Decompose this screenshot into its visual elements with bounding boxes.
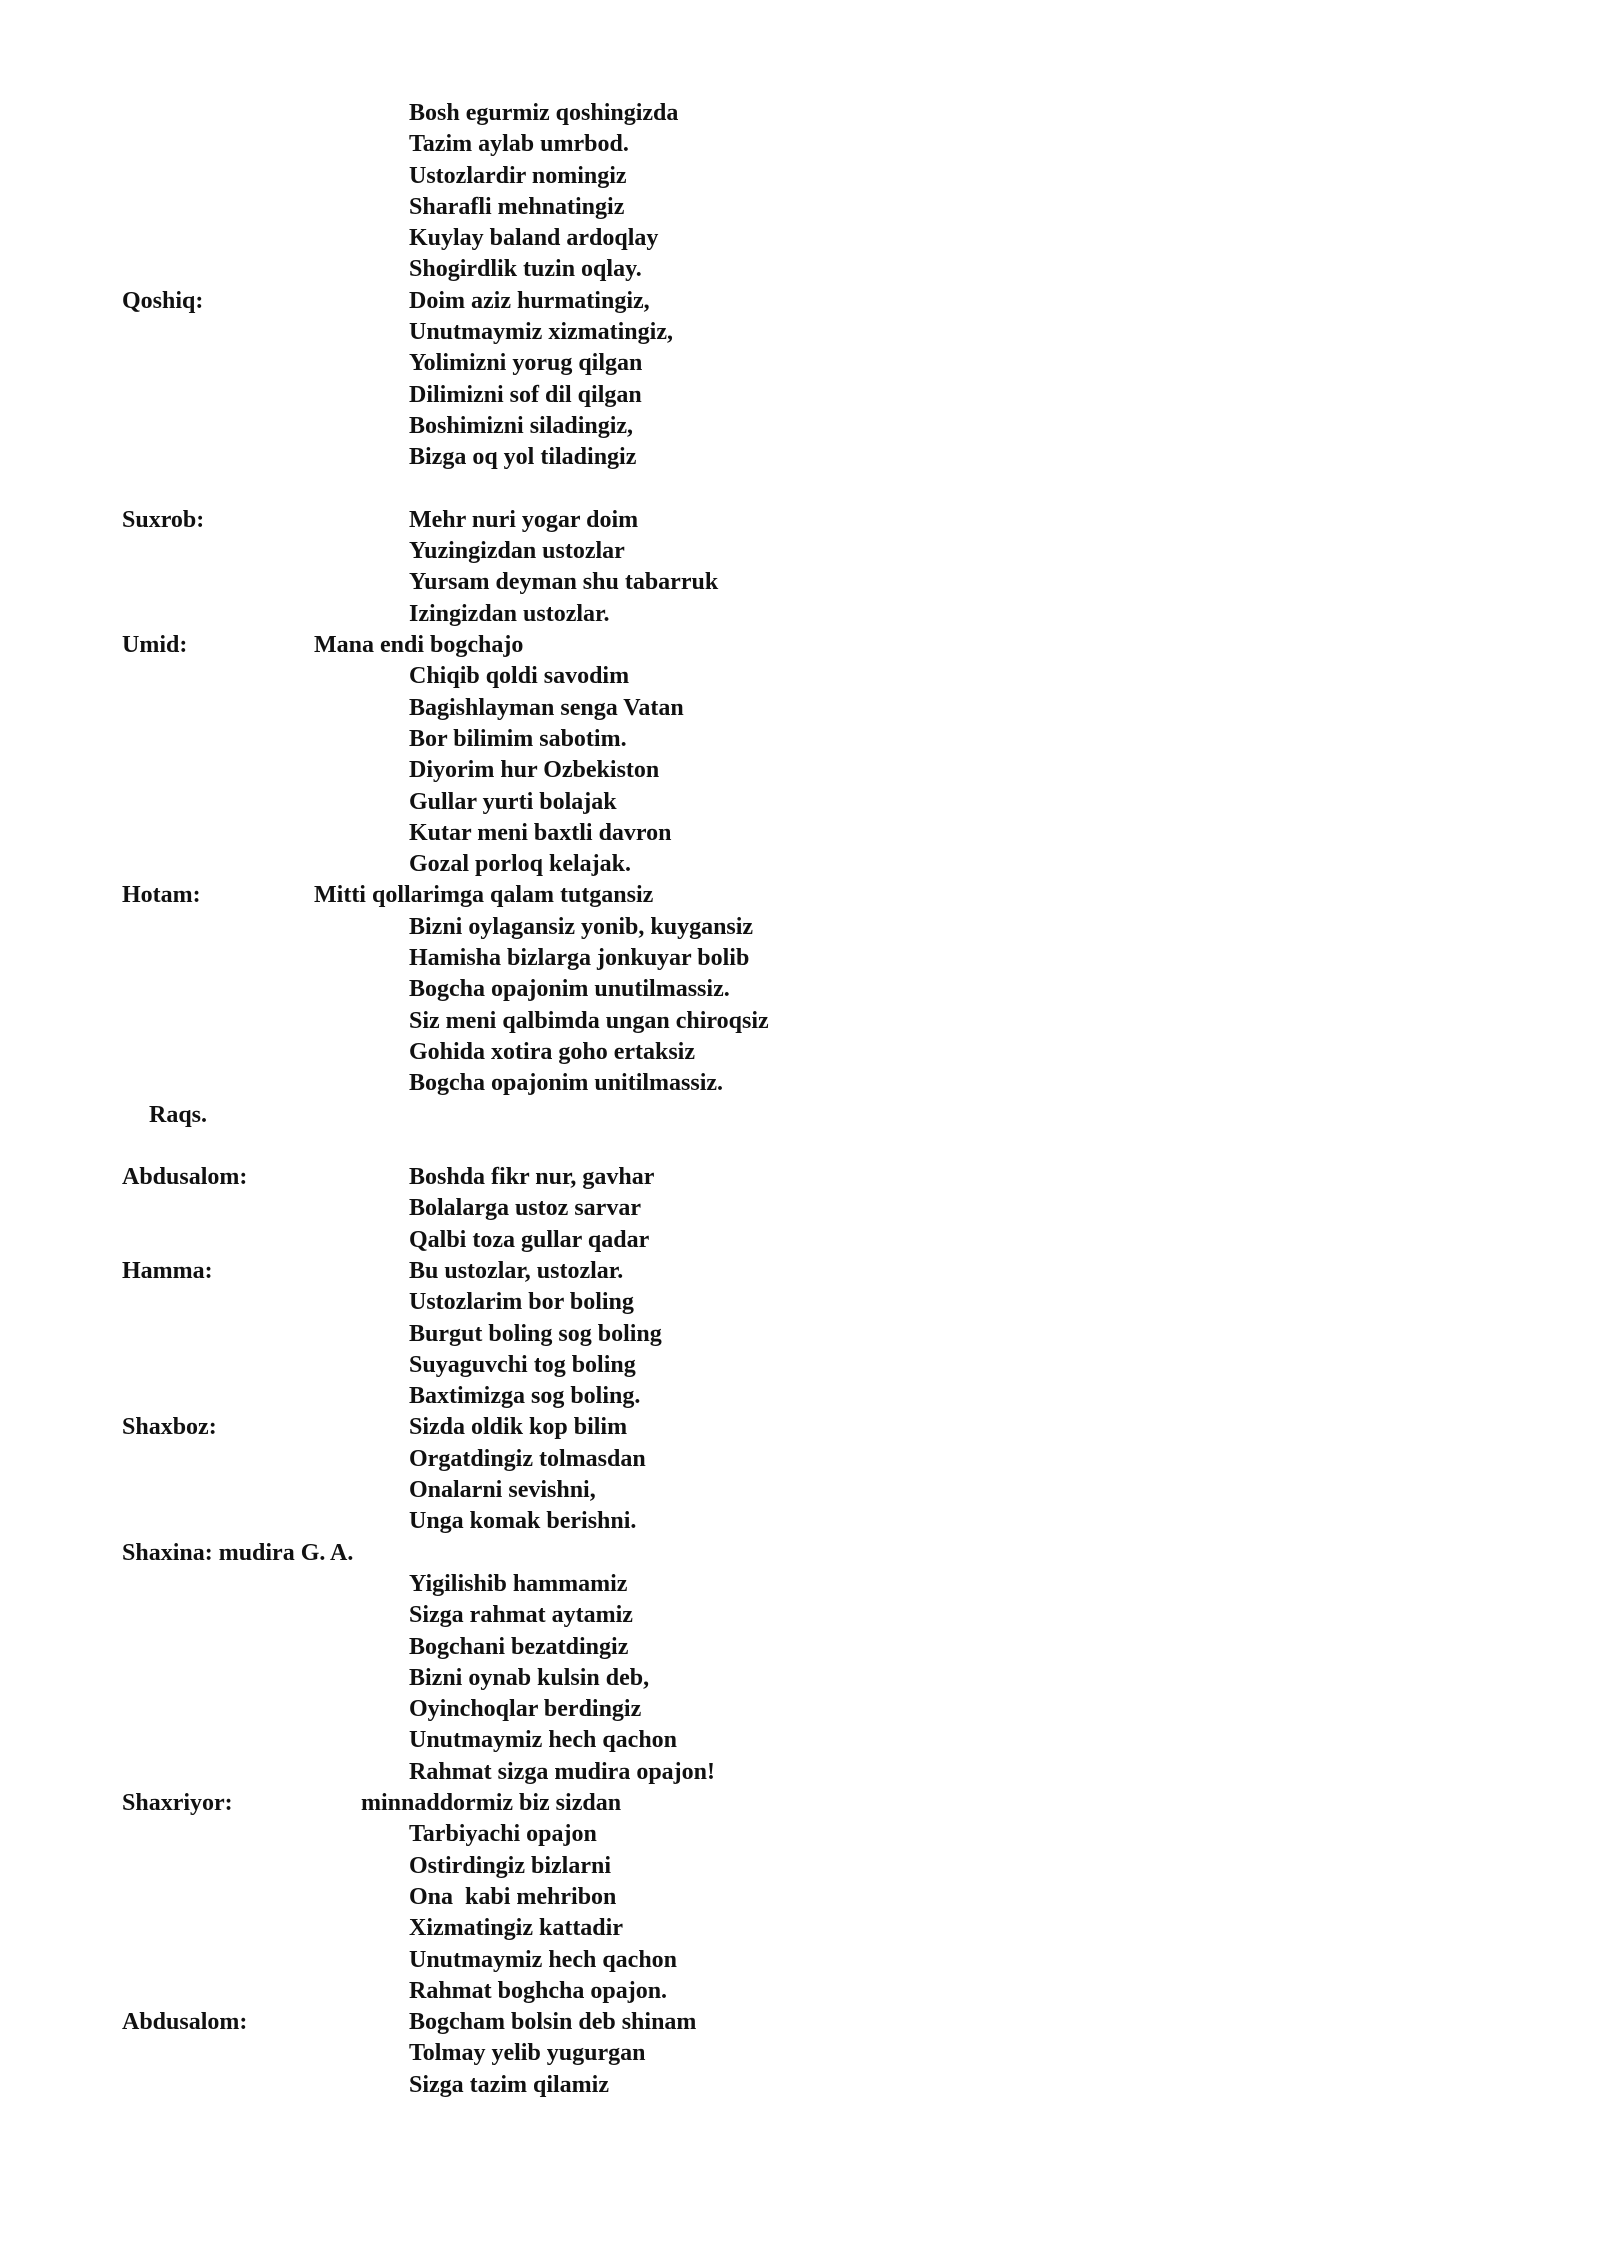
script-line xyxy=(0,348,1600,379)
verse-text: Xizmatingiz kattadir xyxy=(409,1915,623,1942)
verse-text: Gohida xotira goho ertaksiz xyxy=(409,1038,695,1065)
verse-text: Gullar yurti bolajak xyxy=(409,788,617,815)
script-line xyxy=(0,755,1600,786)
speaker-name: Abdusalom: xyxy=(122,2009,248,2036)
verse-text: Sharafli mehnatingiz xyxy=(409,193,625,220)
script-line xyxy=(0,1788,1600,1819)
verse-text: Bogcha opajonim unutilmassiz. xyxy=(409,976,730,1003)
speaker-name: Hamma: xyxy=(122,1257,213,1284)
verse-text: Baxtimizga sog boling. xyxy=(409,1383,641,1410)
script-line xyxy=(0,1725,1600,1756)
script-line xyxy=(0,317,1600,348)
script-line xyxy=(0,1193,1600,1224)
speaker-name: Umid: xyxy=(122,632,188,659)
script-line xyxy=(0,1851,1600,1882)
script-line xyxy=(0,1225,1600,1256)
script-line xyxy=(0,286,1600,317)
script-line xyxy=(0,1819,1600,1850)
script-line xyxy=(0,661,1600,692)
script-line xyxy=(0,1694,1600,1725)
verse-text: Orgatdingiz tolmasdan xyxy=(409,1445,646,1472)
verse-text: Chiqib qoldi savodim xyxy=(409,663,630,690)
verse-text: Bolalarga ustoz sarvar xyxy=(409,1195,641,1222)
script-line xyxy=(0,161,1600,192)
script-line xyxy=(0,2038,1600,2069)
script-line xyxy=(0,98,1600,129)
script-line xyxy=(0,1444,1600,1475)
script-line xyxy=(0,599,1600,630)
verse-text: Boshda fikr nur, gavhar xyxy=(409,1164,655,1191)
verse-text: Ona kabi mehribon xyxy=(409,1883,617,1910)
verse-text: minnaddormiz biz sizdan xyxy=(361,1790,622,1817)
verse-text: Unga komak berishni. xyxy=(409,1508,637,1535)
script-line xyxy=(0,818,1600,849)
verse-text: Unutmaymiz xizmatingiz, xyxy=(409,319,673,346)
script-line xyxy=(0,630,1600,661)
script-line xyxy=(0,129,1600,160)
speaker-name: Raqs. xyxy=(149,1101,208,1128)
verse-text: Shogirdlik tuzin oqlay. xyxy=(409,256,642,283)
script-line xyxy=(0,254,1600,285)
script-line xyxy=(0,1131,1600,1162)
script-line xyxy=(0,1475,1600,1506)
script-line xyxy=(0,2007,1600,2038)
verse-text: Ustozlarim bor boling xyxy=(409,1289,634,1316)
verse-text: Bizni oylagansiz yonib, kuygansiz xyxy=(409,913,754,940)
speaker-name: Shaxina: mudira G. A. xyxy=(122,1539,354,1566)
script-line xyxy=(0,1162,1600,1193)
verse-text: Boshimizni siladingiz, xyxy=(409,412,634,439)
script-line xyxy=(0,1006,1600,1037)
verse-text: Sizga rahmat aytamiz xyxy=(409,1602,633,1629)
script-line xyxy=(0,1600,1600,1631)
script-line xyxy=(0,442,1600,473)
verse-text: Izingizdan ustozlar. xyxy=(409,600,610,627)
speaker-name: Suxrob: xyxy=(122,506,205,533)
verse-text: Mana endi bogchajo xyxy=(314,632,524,659)
script-line xyxy=(0,1976,1600,2007)
script-line xyxy=(0,1569,1600,1600)
verse-text: Diyorim hur Ozbekiston xyxy=(409,757,660,784)
speaker-name: Shaxboz: xyxy=(122,1414,217,1441)
script-line xyxy=(0,1287,1600,1318)
script-line xyxy=(0,1412,1600,1443)
script-line xyxy=(0,787,1600,818)
verse-text: Ustozlardir nomingiz xyxy=(409,162,627,189)
verse-text: Yursam deyman shu tabarruk xyxy=(409,569,719,596)
script-line xyxy=(0,1037,1600,1068)
script-line xyxy=(0,1913,1600,1944)
script-line xyxy=(0,223,1600,254)
speaker-name: Shaxriyor: xyxy=(122,1790,233,1817)
script-line xyxy=(0,1632,1600,1663)
script-line xyxy=(0,1319,1600,1350)
verse-text: Burgut boling sog boling xyxy=(409,1320,662,1347)
script-line xyxy=(0,912,1600,943)
verse-text: Kuylay baland ardoqlay xyxy=(409,225,659,252)
script-line xyxy=(0,505,1600,536)
speaker-name: Abdusalom: xyxy=(122,1164,248,1191)
script-line xyxy=(0,849,1600,880)
verse-text: Rahmat boghcha opajon. xyxy=(409,1977,668,2004)
verse-text: Bor bilimim sabotim. xyxy=(409,725,627,752)
script-line xyxy=(0,724,1600,755)
script-line xyxy=(0,1538,1600,1569)
script-line xyxy=(0,536,1600,567)
verse-text: Suyaguvchi tog boling xyxy=(409,1351,636,1378)
script-line xyxy=(0,1350,1600,1381)
script-line xyxy=(0,380,1600,411)
script-line xyxy=(0,974,1600,1005)
speaker-name: Qoshiq: xyxy=(122,287,204,314)
speaker-name: Hotam: xyxy=(122,882,201,909)
verse-text: Bagishlayman senga Vatan xyxy=(409,694,684,721)
verse-text: Siz meni qalbimda ungan chiroqsiz xyxy=(409,1007,769,1034)
verse-text: Yuzingizdan ustozlar xyxy=(409,538,625,565)
script-line xyxy=(0,1068,1600,1099)
verse-text: Rahmat sizga mudira opajon! xyxy=(409,1758,716,1785)
verse-text: Mehr nuri yogar doim xyxy=(409,506,639,533)
script-line xyxy=(0,693,1600,724)
verse-text: Bizni oynab kulsin deb, xyxy=(409,1664,650,1691)
script-line xyxy=(0,1506,1600,1537)
verse-text: Qalbi toza gullar qadar xyxy=(409,1226,650,1253)
script-line xyxy=(0,943,1600,974)
script-line xyxy=(0,192,1600,223)
script-line xyxy=(0,1256,1600,1287)
verse-text: Dilimizni sof dil qilgan xyxy=(409,381,642,408)
script-line xyxy=(0,1882,1600,1913)
verse-text: Oyinchoqlar berdingiz xyxy=(409,1696,642,1723)
script-line xyxy=(0,474,1600,505)
verse-text: Hamisha bizlarga jonkuyar bolib xyxy=(409,945,750,972)
verse-text: Bogchani bezatdingiz xyxy=(409,1633,629,1660)
verse-text: Yolimizni yorug qilgan xyxy=(409,350,643,377)
script-line xyxy=(0,1100,1600,1131)
verse-text: Tazim aylab umrbod. xyxy=(409,131,629,158)
verse-text: Gozal porloq kelajak. xyxy=(409,851,632,878)
script-line xyxy=(0,1381,1600,1412)
script-line xyxy=(0,411,1600,442)
verse-text: Sizda oldik kop bilim xyxy=(409,1414,628,1441)
verse-text: Sizga tazim qilamiz xyxy=(409,2071,609,2098)
verse-text: Kutar meni baxtli davron xyxy=(409,819,672,846)
script-line xyxy=(0,1757,1600,1788)
verse-text: Bizga oq yol tiladingiz xyxy=(409,444,637,471)
verse-text: Yigilishib hammamiz xyxy=(409,1570,628,1597)
verse-text: Unutmaymiz hech qachon xyxy=(409,1727,678,1754)
verse-text: Mitti qollarimga qalam tutgansiz xyxy=(314,882,654,909)
verse-text: Bosh egurmiz qoshingizda xyxy=(409,100,679,126)
script-line xyxy=(0,2070,1600,2101)
verse-text: Unutmaymiz hech qachon xyxy=(409,1946,678,1973)
verse-text: Tarbiyachi opajon xyxy=(409,1821,597,1848)
verse-text: Tolmay yelib yugurgan xyxy=(409,2040,646,2067)
verse-text: Bu ustozlar, ustozlar. xyxy=(409,1257,624,1284)
verse-text: Ostirdingiz bizlarni xyxy=(409,1852,612,1879)
script-line xyxy=(0,567,1600,598)
script-document xyxy=(0,98,1600,2101)
verse-text: Bogcham bolsin deb shinam xyxy=(409,2009,697,2036)
script-line xyxy=(0,1945,1600,1976)
verse-text: Bogcha opajonim unitilmassiz. xyxy=(409,1070,724,1097)
verse-text: Doim aziz hurmatingiz, xyxy=(409,287,650,314)
verse-text: Onalarni sevishni, xyxy=(409,1477,596,1504)
script-line xyxy=(0,880,1600,911)
script-line xyxy=(0,1663,1600,1694)
